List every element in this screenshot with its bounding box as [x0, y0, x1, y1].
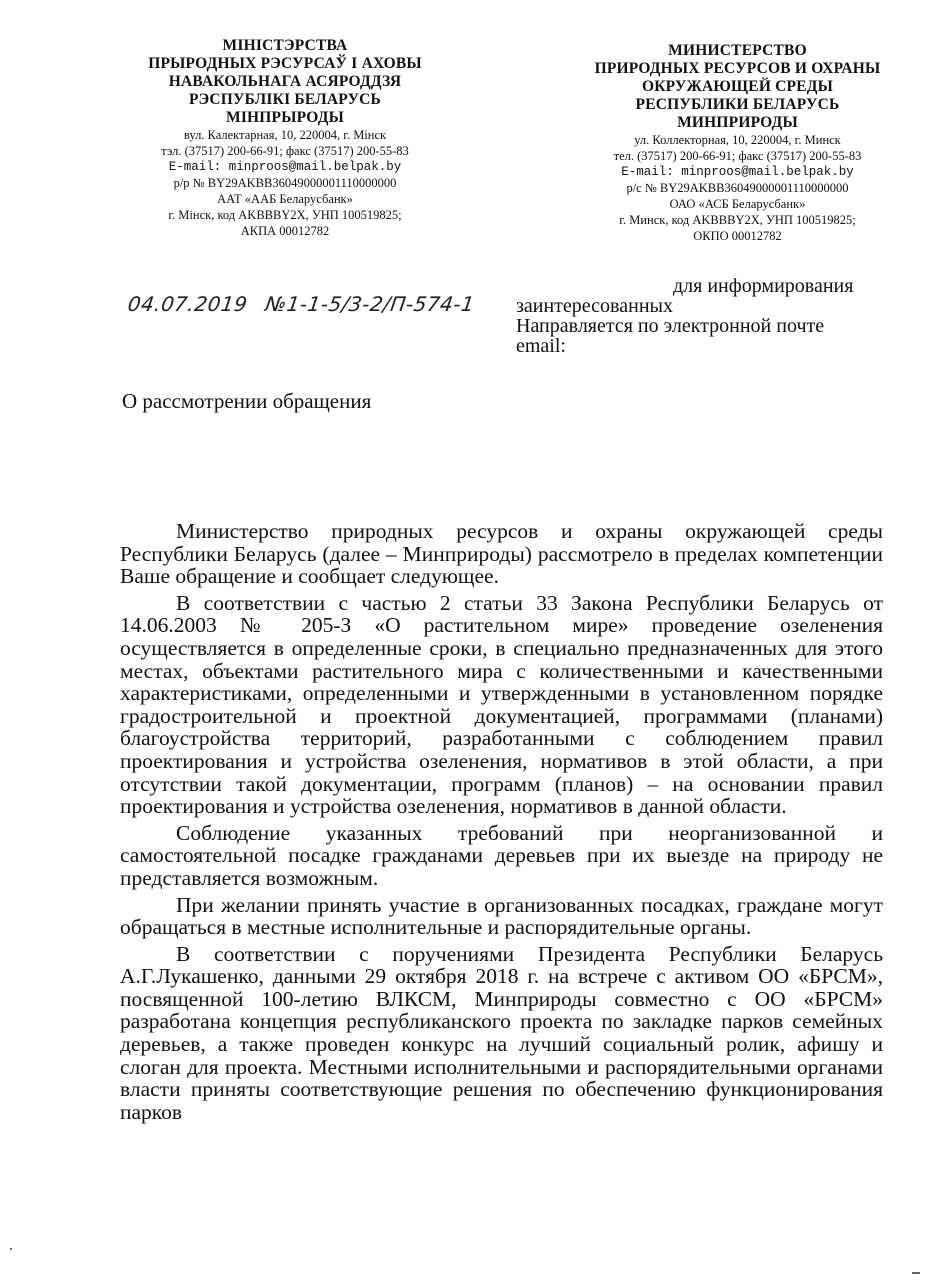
okpo-ru: ОКПО 00012782 — [693, 229, 782, 243]
recipient-line: для информирования — [673, 275, 854, 297]
letter-body — [120, 520, 883, 1127]
ministry-name-by-line: РЭСПУБЛІКІ БЕЛАРУСЬ — [188, 91, 382, 108]
city-code-ru: г. Минск, код AKBBBY2X, УНП 100519825; — [619, 213, 856, 227]
recipient-email-label: email: — [516, 335, 566, 357]
ministry-name-by-line: ПРЫРОДНЫХ РЭСУРСАЎ І АХОВЫ — [148, 55, 422, 72]
registration-stamp — [126, 292, 494, 316]
body-paragraph: При желании принять участие в организованных посадках, граждане могут обращаться в местные исполнительные и распорядительные органы. — [120, 892, 883, 940]
body-paragraph: Соблюдение указанных требований при неорганизованной и самостоятельной посадке гражданами деревьев при их выезде на природу не представляется возможным. — [120, 820, 883, 890]
address-ru: ул. Коллекторная, 10, 220004, г. Минск — [634, 133, 841, 147]
ministry-name-ru-line: ПРИРОДНЫХ РЕСУРСОВ И ОХРАНЫ — [594, 60, 881, 77]
registration-date: 04.07.2019 — [126, 292, 250, 316]
letterhead-russian — [565, 42, 910, 244]
letter-subject: О рассмотрении обращения — [122, 389, 372, 413]
ministry-name-by-line: НАВАКОЛЬНАГА АСЯРОДДЗЯ — [168, 73, 402, 90]
email-ru: E-mail: minproos@mail.belpak.by — [621, 165, 854, 179]
scan-speck — [10, 1248, 12, 1250]
phone-by: тэл. (37517) 200-66-91; факс (37517) 200-55-83 — [161, 144, 409, 158]
city-code-by: г. Мінск, код AKBBBY2X, УНП 100519825; — [168, 208, 402, 222]
ministry-name-by-line: МІНІСТЭРСТВА — [222, 37, 348, 54]
ministry-name-ru-line: МИНИСТЕРСТВО — [668, 42, 807, 59]
letterhead-belarusian — [120, 37, 450, 239]
ministry-name-ru-line: ОКРУЖАЮЩЕЙ СРЕДЫ — [641, 78, 834, 95]
recipient-line: заинтересованных — [516, 295, 673, 317]
delivery-method: Направляется по электронной почте — [516, 315, 825, 337]
account-by: р/р № BY29AKBB36049000001110000000 — [173, 176, 397, 190]
bank-ru: ОАО «АСБ Беларусбанк» — [669, 197, 806, 211]
phone-ru: тел. (37517) 200-66-91; факс (37517) 200-55-83 — [613, 149, 862, 163]
ministry-name-ru-line: РЕСПУБЛИКИ БЕЛАРУСЬ — [635, 96, 840, 113]
scan-speck — [912, 1272, 920, 1274]
recipient-block — [516, 276, 896, 356]
body-paragraph: Министерство природных ресурсов и охраны окружающей среды Республики Беларусь (далее – Минприроды) рассмотрело в пределах компетенции Ваше обращение и сообщает следующее. — [120, 519, 883, 589]
address-by: вул. Калектарная, 10, 220004, г. Мінск — [183, 128, 387, 142]
account-ru: р/с № BY29AKBB36049000001110000000 — [626, 181, 849, 195]
ministry-short-name-ru: МИНПРИРОДЫ — [677, 114, 798, 131]
registration-number: №1-1-5/3-2/П-574-1 — [263, 292, 477, 316]
bank-by: ААТ «ААБ Беларусбанк» — [217, 192, 353, 206]
body-paragraph: В соответствии с частью 2 статьи 33 Закона Республики Беларусь от 14.06.2003 № 205-З «О растительном мире» проведение озеленения осуществляется в определенные сроки, в специально предназначенных для этого местах, объектами растительного мира с количественными и качественными характеристиками, определенными и утвержденными в установленном порядке градостроительной и проектной документацией, программами (планами) благоустройства территорий, разработанными с соблюдением правил проектирования и устройства озеленения, нормативов в этой области, а при отсутствии такой документации, программ (планов) – на основании правил проектирования и устройства озеленения, нормативов в данной области. — [120, 590, 883, 819]
body-paragraph: В соответствии с поручениями Президента Республики Беларусь А.Г.Лукашенко, данными 29 октября 2018 г. на встрече с активом ОО «БРСМ», посвященной 100-летию ВЛКСМ, Минприроды совместно с ОО «БРСМ» разработана концепция республиканского проекта по закладке парков семейных деревьев, а также проведен конкурс на лучший социальный ролик, афишу и слоган для проекта. Местными исполнительными и распорядительными органами власти приняты соответствующие решения по обеспечению функционирования парков — [120, 941, 883, 1124]
email-by: E-mail: minproos@mail.belpak.by — [168, 160, 402, 174]
okpo-by: АКПА 00012782 — [240, 224, 330, 238]
ministry-short-name-by: МІНПРЫРОДЫ — [225, 109, 344, 126]
